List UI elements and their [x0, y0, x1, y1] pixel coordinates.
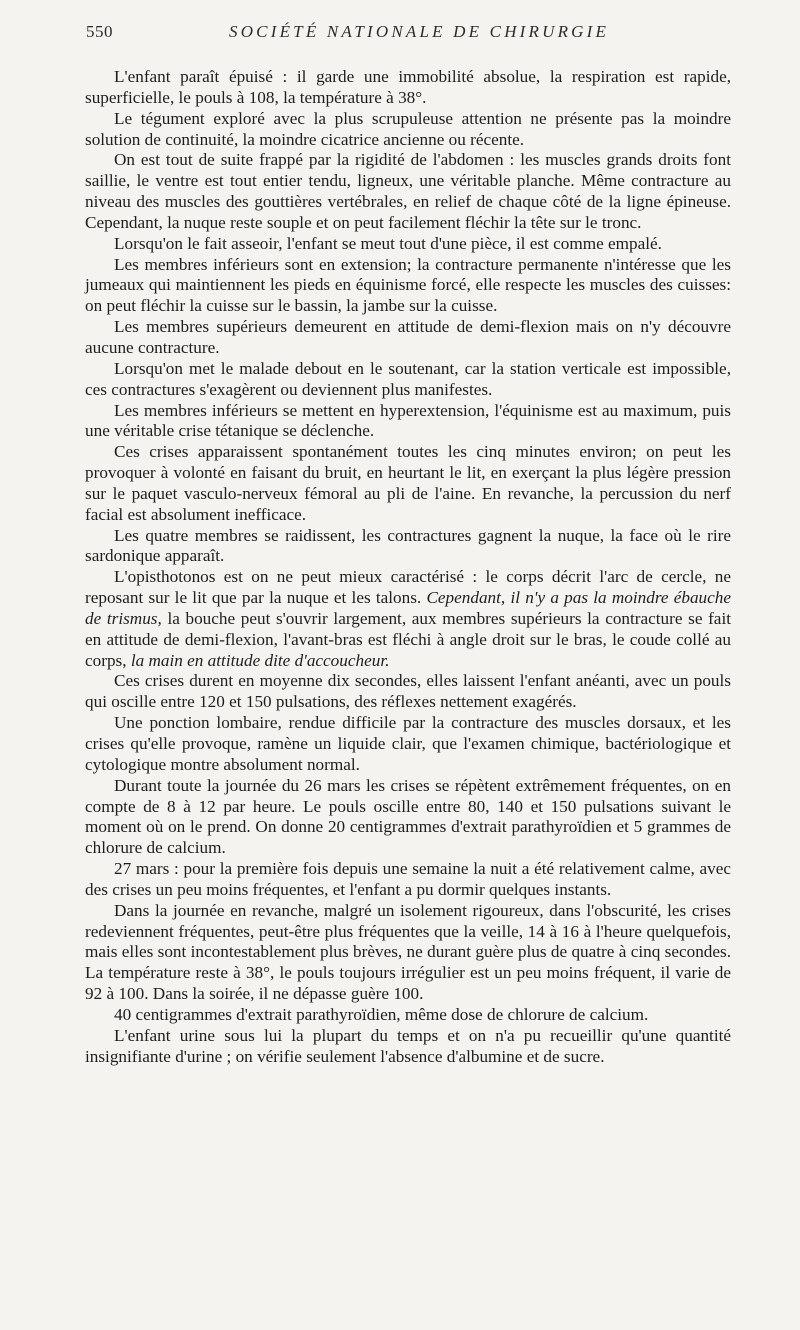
- paragraph-11-text-b: la bouche peut s'ouvrir largement, aux membres supérieurs la contracture se fait en attitude de demi-flexion, l'avant-bras est fléchi à angle droit sur le bras, le coude collé au corps,: [85, 608, 731, 670]
- paragraph-3: On est tout de suite frappé par la rigidité de l'abdomen : les muscles grands droits font saillie, le ventre est tout entier tendu, ligneux, une véritable planche. Même contracture au niveau des muscles des gouttières vertébrales, en relief de chaque côté de la ligne épineuse. Cependant, la nuque reste souple et on peut facilement fléchir la tête sur le tronc.: [85, 150, 731, 232]
- paragraph-2: Le tégument exploré avec la plus scrupuleuse attention ne présente pas la moindre solution de continuité, la moindre cicatrice ancienne ou récente.: [85, 108, 731, 149]
- paragraph-1: L'enfant paraît épuisé : il garde une immobilité absolue, la respiration est rapide, superficielle, le pouls à 108, la température à 38°.: [85, 67, 731, 107]
- running-head: [86, 22, 796, 46]
- page-number: 550: [86, 22, 113, 41]
- paragraph-16: Dans la journée en revanche, malgré un isolement rigoureux, dans l'obscurité, les crises redeviennent fréquentes, peut-être plus fréquentes que la veille, 14 à 16 à l'heure quelquefois, mais elles sont incontestablement plus brèves, ne durant guère plus de quatre à cinq secondes. La température reste à 38°, le pouls toujours irrégulier est un peu moins fréquent, il varie de 92 à 100. Dans la soirée, il ne dépasse guère 100.: [85, 900, 731, 1004]
- paragraph-18: L'enfant urine sous lui la plupart du temps et on n'a pu recueillir qu'une quantité insignifiante d'urine ; on vérifie seulement l'absence d'albumine et de sucre.: [85, 1025, 731, 1066]
- body-text: [85, 67, 731, 1068]
- paragraph-12: Ces crises durent en moyenne dix secondes, elles laissent l'enfant anéanti, avec un pouls qui oscille entre 120 et 150 pulsations, des réflexes nettement exagérés.: [85, 671, 731, 712]
- paragraph-6: Les membres supérieurs demeurent en attitude de demi-flexion mais on n'y découvre aucune contracture.: [85, 317, 731, 357]
- paragraph-11: [85, 567, 731, 671]
- paragraph-10: Les quatre membres se raidissent, les contractures gagnent la nuque, la face où le rire sardonique apparaît.: [85, 525, 731, 566]
- paragraph-14: Durant toute la journée du 26 mars les crises se répètent extrêmement fréquentes, on en compte de 8 à 12 par heure. Le pouls oscille entre 80, 140 et 150 pulsations suivant le moment où on le prend. On donne 20 centigrammes d'extrait parathyroïdien et 5 grammes de chlorure de calcium.: [85, 775, 731, 858]
- paragraph-8: Les membres inférieurs se mettent en hyperextension, l'équinisme est au maximum, puis une véritable crise tétanique se déclenche.: [85, 400, 731, 441]
- paragraph-4: Lorsqu'on le fait asseoir, l'enfant se meut tout d'une pièce, il est comme empalé.: [114, 233, 662, 253]
- paragraph-17: 40 centigrammes d'extrait parathyroïdien, même dose de chlorure de calcium.: [114, 1004, 649, 1024]
- paragraph-11-italic-b: la main en attitude dite d'accoucheur.: [130, 650, 390, 670]
- paragraph-11-italic-a: Cependant, il n'y a pas la moindre ébauche de trismus,: [85, 588, 731, 628]
- paragraph-9: Ces crises apparaissent spontanément toutes les cinq minutes environ; on peut les provoquer à volonté en faisant du bruit, en heurtant le lit, en exerçant la plus légère pression sur le paquet vasculo-nerveux fémoral au pli de l'aine. En revanche, la percussion du nerf facial est absolument inefficace.: [85, 442, 731, 524]
- paragraph-15: 27 mars : pour la première fois depuis une semaine la nuit a été relativement calme, avec des crises un peu moins fréquentes, et l'enfant a pu dormir quelques instants.: [85, 859, 731, 899]
- paragraph-13: Une ponction lombaire, rendue difficile par la contracture des muscles dorsaux, et les crises qu'elle provoque, ramène un liquide clair, que l'examen chimique, bactériologique et cytologique montre absolument normal.: [85, 713, 731, 774]
- paragraph-11-text-a: L'opisthotonos est on ne peut mieux caractérisé : le corps décrit l'arc de cercle, ne reposant sur le lit que par la nuque et les talons.: [85, 567, 731, 608]
- paragraph-5: Les membres inférieurs sont en extension; la contracture permanente n'intéresse que les jumeaux qui maintiennent les pieds en équinisme forcé, elle respecte les muscles des cuisses: on peut fléchir la cuisse sur le bassin, la jambe sur la cuisse.: [85, 254, 731, 316]
- journal-title: SOCIÉTÉ NATIONALE DE CHIRURGIE: [229, 22, 610, 41]
- paragraph-7: Lorsqu'on met le malade debout en le soutenant, car la station verticale est impossible, ces contractures s'exagèrent ou deviennent plus manifestes.: [85, 358, 731, 399]
